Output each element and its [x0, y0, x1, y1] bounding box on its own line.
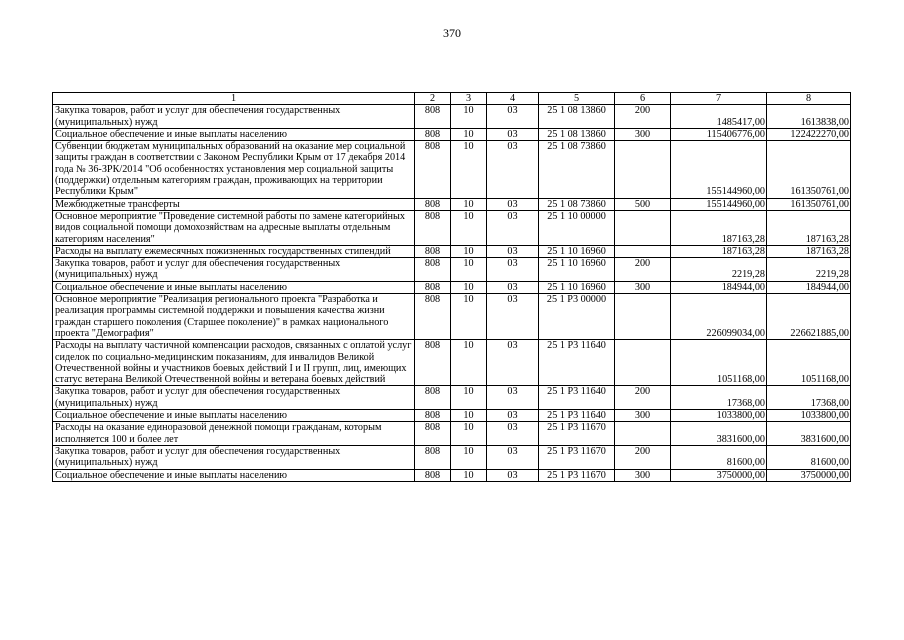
cell-code-3: 10	[451, 128, 487, 140]
column-header: 4	[487, 93, 539, 105]
cell-amount-8: 17368,00	[767, 386, 851, 410]
cell-code-2: 808	[415, 445, 451, 469]
cell-name: Расходы на выплату частичной компенсации расходов, связанных с оплатой услуг сиделок по социально-медицинским показаниям, для инвалидов Великой Отечественной войны и участников боевых действий I и II групп, лиц, имеющих статус ветерана Великой Отечественной войны и ветерана боевых действий	[53, 340, 415, 386]
table-row	[53, 340, 851, 386]
cell-code-6	[615, 422, 671, 446]
cell-amount-8: 161350761,00	[767, 141, 851, 198]
table-row	[53, 281, 851, 293]
column-header: 1	[53, 93, 415, 105]
table-row	[53, 410, 851, 422]
cell-code-4: 03	[487, 141, 539, 198]
cell-code-4: 03	[487, 294, 539, 340]
cell-code-4: 03	[487, 245, 539, 257]
cell-amount-8: 187163,28	[767, 245, 851, 257]
cell-code-5: 25 1 10 00000	[539, 210, 615, 245]
cell-code-6	[615, 245, 671, 257]
column-header: 5	[539, 93, 615, 105]
table-row	[53, 105, 851, 129]
cell-code-3: 10	[451, 410, 487, 422]
cell-code-3: 10	[451, 386, 487, 410]
cell-code-3: 10	[451, 445, 487, 469]
table-row	[53, 198, 851, 210]
cell-amount-8: 1613838,00	[767, 105, 851, 129]
cell-code-6: 300	[615, 281, 671, 293]
cell-code-2: 808	[415, 469, 451, 481]
cell-code-4: 03	[487, 198, 539, 210]
cell-code-4: 03	[487, 386, 539, 410]
cell-code-5: 25 1 P3 11640	[539, 386, 615, 410]
table-row	[53, 469, 851, 481]
cell-code-5: 25 1 P3 11670	[539, 445, 615, 469]
cell-code-5: 25 1 10 16960	[539, 245, 615, 257]
cell-amount-7: 187163,28	[671, 245, 767, 257]
cell-code-2: 808	[415, 210, 451, 245]
cell-code-6	[615, 141, 671, 198]
cell-code-4: 03	[487, 281, 539, 293]
cell-code-6: 200	[615, 386, 671, 410]
table-row	[53, 258, 851, 282]
cell-code-3: 10	[451, 198, 487, 210]
cell-name: Социальное обеспечение и иные выплаты населению	[53, 281, 415, 293]
cell-code-6	[615, 294, 671, 340]
cell-code-3: 10	[451, 340, 487, 386]
cell-amount-7: 1485417,00	[671, 105, 767, 129]
cell-amount-8: 161350761,00	[767, 198, 851, 210]
cell-code-2: 808	[415, 294, 451, 340]
cell-name: Закупка товаров, работ и услуг для обеспечения государственных (муниципальных) нужд	[53, 105, 415, 129]
cell-code-3: 10	[451, 210, 487, 245]
table-row	[53, 445, 851, 469]
cell-amount-7: 1033800,00	[671, 410, 767, 422]
cell-amount-7: 115406776,00	[671, 128, 767, 140]
cell-code-5: 25 1 P3 11640	[539, 410, 615, 422]
cell-name: Межбюджетные трансферты	[53, 198, 415, 210]
cell-name: Основное мероприятие "Проведение системной работы по замене категорийных видов социальной помощи домохозяйствам на адресные выплаты отдельным категориям населения"	[53, 210, 415, 245]
cell-amount-8: 3750000,00	[767, 469, 851, 481]
cell-name: Расходы на выплату ежемесячных пожизненных государственных стипендий	[53, 245, 415, 257]
column-header: 8	[767, 93, 851, 105]
cell-code-5: 25 1 10 16960	[539, 258, 615, 282]
cell-amount-8: 226621885,00	[767, 294, 851, 340]
table-header-row	[53, 93, 851, 105]
cell-name: Закупка товаров, работ и услуг для обеспечения государственных (муниципальных) нужд	[53, 258, 415, 282]
page-number: 370	[443, 26, 461, 40]
cell-code-4: 03	[487, 258, 539, 282]
cell-code-5: 25 1 10 16960	[539, 281, 615, 293]
column-header: 2	[415, 93, 451, 105]
cell-code-6	[615, 340, 671, 386]
table-row	[53, 422, 851, 446]
cell-name: Основное мероприятие "Реализация регионального проекта "Разработка и реализация программы системной поддержки и повышения качества жизни граждан старшего поколения (Старшее поколение)" в рамках национального проекта "Демография"	[53, 294, 415, 340]
cell-name: Расходы на оказание единоразовой денежной помощи гражданам, которым исполняется 100 и более лет	[53, 422, 415, 446]
cell-name: Социальное обеспечение и иные выплаты населению	[53, 410, 415, 422]
cell-amount-7: 81600,00	[671, 445, 767, 469]
column-header: 6	[615, 93, 671, 105]
cell-code-6: 200	[615, 105, 671, 129]
cell-amount-7: 226099034,00	[671, 294, 767, 340]
cell-code-6: 300	[615, 469, 671, 481]
cell-code-2: 808	[415, 422, 451, 446]
cell-code-2: 808	[415, 410, 451, 422]
cell-code-3: 10	[451, 105, 487, 129]
cell-code-5: 25 1 08 13860	[539, 105, 615, 129]
cell-code-6: 300	[615, 128, 671, 140]
cell-amount-7: 2219,28	[671, 258, 767, 282]
cell-amount-7: 3750000,00	[671, 469, 767, 481]
cell-amount-8: 187163,28	[767, 210, 851, 245]
cell-code-5: 25 1 P3 11640	[539, 340, 615, 386]
column-header: 3	[451, 93, 487, 105]
cell-code-4: 03	[487, 445, 539, 469]
cell-name: Закупка товаров, работ и услуг для обеспечения государственных (муниципальных) нужд	[53, 445, 415, 469]
cell-amount-7: 155144960,00	[671, 141, 767, 198]
cell-amount-8: 122422270,00	[767, 128, 851, 140]
budget-table	[52, 92, 851, 482]
cell-code-4: 03	[487, 422, 539, 446]
cell-amount-7: 1051168,00	[671, 340, 767, 386]
cell-code-5: 25 1 08 73860	[539, 198, 615, 210]
cell-code-3: 10	[451, 258, 487, 282]
cell-code-2: 808	[415, 340, 451, 386]
cell-code-4: 03	[487, 105, 539, 129]
cell-code-6: 200	[615, 258, 671, 282]
cell-code-4: 03	[487, 128, 539, 140]
cell-amount-7: 187163,28	[671, 210, 767, 245]
cell-amount-8: 184944,00	[767, 281, 851, 293]
cell-code-2: 808	[415, 386, 451, 410]
cell-code-6: 300	[615, 410, 671, 422]
cell-amount-8: 81600,00	[767, 445, 851, 469]
table-row	[53, 141, 851, 198]
cell-amount-8: 1051168,00	[767, 340, 851, 386]
cell-code-2: 808	[415, 281, 451, 293]
cell-amount-7: 184944,00	[671, 281, 767, 293]
cell-amount-7: 155144960,00	[671, 198, 767, 210]
cell-code-3: 10	[451, 245, 487, 257]
cell-code-3: 10	[451, 141, 487, 198]
cell-code-5: 25 1 P3 00000	[539, 294, 615, 340]
cell-code-2: 808	[415, 128, 451, 140]
cell-name: Социальное обеспечение и иные выплаты населению	[53, 469, 415, 481]
table-row	[53, 210, 851, 245]
cell-name: Закупка товаров, работ и услуг для обеспечения государственных (муниципальных) нужд	[53, 386, 415, 410]
cell-amount-8: 1033800,00	[767, 410, 851, 422]
cell-code-4: 03	[487, 410, 539, 422]
cell-code-3: 10	[451, 294, 487, 340]
table-row	[53, 245, 851, 257]
cell-code-5: 25 1 08 73860	[539, 141, 615, 198]
cell-name: Субвенции бюджетам муниципальных образований на оказание мер социальной защиты граждан в соответствии с Законом Республики Крым от 17 декабря 2014 года № 36-ЗРК/2014 "Об особенностях установления мер социальной защиты (поддержки) отдельным категориям граждан, проживающих на территории Республики Крым"	[53, 141, 415, 198]
table-row	[53, 128, 851, 140]
cell-code-5: 25 1 P3 11670	[539, 422, 615, 446]
cell-code-4: 03	[487, 340, 539, 386]
cell-code-6	[615, 210, 671, 245]
cell-amount-8: 2219,28	[767, 258, 851, 282]
cell-code-5: 25 1 08 13860	[539, 128, 615, 140]
cell-code-6: 500	[615, 198, 671, 210]
cell-code-2: 808	[415, 141, 451, 198]
cell-amount-7: 3831600,00	[671, 422, 767, 446]
cell-code-3: 10	[451, 281, 487, 293]
table-row	[53, 294, 851, 340]
cell-code-3: 10	[451, 469, 487, 481]
cell-code-4: 03	[487, 469, 539, 481]
cell-name: Социальное обеспечение и иные выплаты населению	[53, 128, 415, 140]
table-row	[53, 386, 851, 410]
cell-code-2: 808	[415, 245, 451, 257]
column-header: 7	[671, 93, 767, 105]
cell-code-4: 03	[487, 210, 539, 245]
cell-code-6: 200	[615, 445, 671, 469]
cell-code-5: 25 1 P3 11670	[539, 469, 615, 481]
cell-code-2: 808	[415, 105, 451, 129]
cell-code-2: 808	[415, 258, 451, 282]
cell-code-3: 10	[451, 422, 487, 446]
cell-amount-7: 17368,00	[671, 386, 767, 410]
cell-amount-8: 3831600,00	[767, 422, 851, 446]
cell-code-2: 808	[415, 198, 451, 210]
